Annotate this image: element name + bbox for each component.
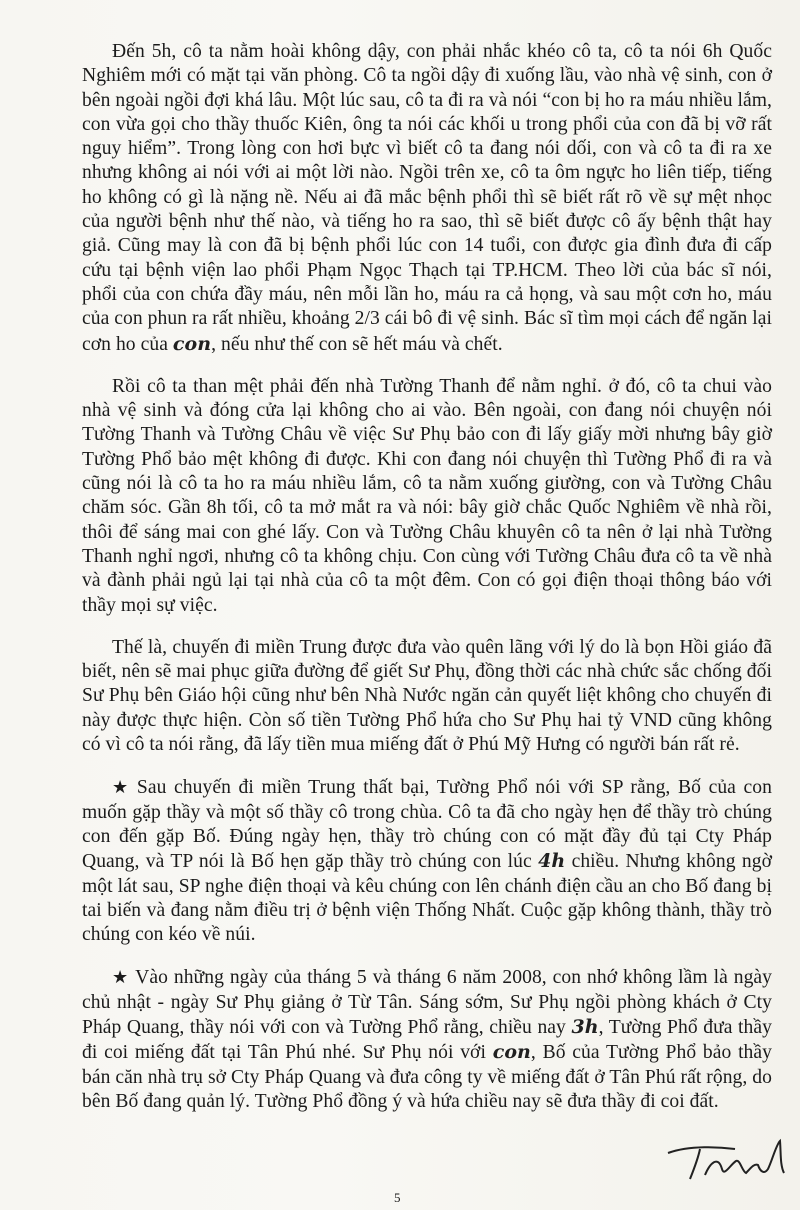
paragraph-text: chiều. Nhưng không ngờ một lát sau, SP nghe điện thoại và kêu chúng con lên chánh điện cầu an cho Bố đang bị tai biến và đang nằm điều trị ở bệnh viện Thống Nhất. Cuộc gặp không thành, thầy trò chúng con kéo về núi. — [82, 851, 772, 946]
star-bullet-icon: ★ — [112, 967, 130, 988]
star-bullet-icon: ★ — [112, 777, 131, 798]
handwritten-insert: con — [492, 1041, 531, 1064]
paragraph — [82, 375, 772, 618]
paragraph-text: , Bố của Tường Phổ bảo thầy bán căn nhà trụ sở Cty Pháp Quang và đưa công ty về miếng đất ở Tân Phú rất rộng, do bên Bố đang quản lý. Tường Phổ đồng ý và hứa chiều nay sẽ đưa thầy đi coi đất. — [82, 1042, 772, 1112]
paragraph-text: Thế là, chuyến đi miền Trung được đưa vào quên lãng với lý do là bọn Hồi giáo đã biết, nên sẽ mai phục giữa đường để giết Sư Phụ, đồng thời các nhà chức sắc chống đối Sư Phụ bên Giáo hội cũng như bên Nhà Nước ngăn cản quyết liệt không cho chuyến đi này được thực hiện. Còn số tiền Tường Phổ hứa cho Sư Phụ hai tỷ VND cũng không có vì cô ta nói rằng, đã lấy tiền mua miếng đất ở Phú Mỹ Hưng có người bán rất rẻ. — [82, 636, 772, 756]
handwritten-signature — [660, 1135, 800, 1185]
paragraph-text: Vào những ngày của tháng 5 và tháng 6 năm 2008, con nhớ không lầm là ngày chủ nhật - ngày Sư Phụ giảng ở Từ Tân. Sáng sớm, Sư Phụ ngồi phòng khách ở Cty Pháp Quang, thầy nói với con và Tường Phổ rằng, chiều nay — [82, 967, 773, 1038]
paragraph-text: Rồi cô ta than mệt phải đến nhà Tường Thanh để nằm nghỉ. ở đó, cô ta chui vào nhà vệ sinh và đóng cửa lại không cho ai vào. Bên ngoài, con đang nói chuyện nói Tường Thanh và Tường Châu về việc Sư Phụ bảo con đi lấy giấy mời nhưng bây giờ Tường Phổ bảo mệt không đi được. Khi con đang nói chuyện thì Tường Phổ đi ra và cũng nói là cô ta ho ra máu nhiều lắm, cô ta nằm xuống giường, con và Tường Châu chăm sóc. Gần 8h tối, cô ta mở mắt ra và nói: bây giờ chắc Quốc Nghiêm về nhà rồi, thôi để sáng mai con ghé lấy. Con và Tường Châu khuyên cô ta nên ở lại nhà Tường Thanh nghỉ ngơi, nhưng cô ta không chịu. Con cùng với Tường Châu đưa cô ta về nhà và đành phải ngủ lại tại nhà của cô ta một đêm. Con có gọi điện thoại thông báo với thầy mọi sự việc. — [82, 375, 772, 616]
paragraph — [82, 775, 772, 947]
paragraph-text: , nếu như thế con sẽ hết máu và chết. — [211, 333, 503, 355]
handwritten-insert: 4h — [538, 850, 566, 873]
paragraph-text: Đến 5h, cô ta nằm hoài không dậy, con phải nhắc khéo cô ta, cô ta nói 6h Quốc Nghiêm mới có mặt tại văn phòng. Cô ta ngồi dậy đi xuống lầu, vào nhà vệ sinh, con ở bên ngoài ngồi đợi khá lâu. Một lúc sau, cô ta đi ra và nói “con bị ho ra máu nhiều lắm, con vừa gọi cho thầy thuốc Kiên, ông ta nói các khối u trong phổi của con đã bị vỡ rất nguy hiểm”. Trong lòng con hơi bực vì biết cô ta đang nói dối, con và cô ta đi ra xe nhưng không ai nói với ai một lời nào. Ngồi trên xe, cô ta ôm ngực ho liên tiếp, tiếng ho không có gì là nặng nề. Nếu ai đã mắc bệnh phổi thì sẽ biết rất rõ về sự mệt nhọc của người bệnh như thế nào, và tiếng ho ra sao, thì sẽ biết được cô ấy bệnh thật hay giả. Cũng may là con đã bị bệnh phổi lúc con 14 tuổi, con được gia đình đưa đi cấp cứu tại bệnh viện lao phổi Phạm Ngọc Thạch tại TP.HCM. Theo lời của bác sĩ nói, phổi của con chứa đầy máu, nên mỗi lần ho, máu ra cả họng, và sau một cơn ho, máu của con phun ra rất nhiều, khoảng 2/3 cái bô đi vệ sinh. Bác sĩ tìm mọi cách để ngăn lại cơn ho của — [82, 41, 772, 355]
paragraph-text: Sau chuyến đi miền Trung thất bại, Tường Phổ nói với SP rằng, Bố của con muốn gặp thầy và một số thầy cô trong chùa. Cô ta đã cho ngày hẹn để thầy trò chúng con đến gặp Bố. Đúng ngày hẹn, thầy trò chúng con có mặt đầy đủ tại Cty Pháp Quang, và TP nói là Bố hẹn gặp thầy trò chúng con lúc — [82, 777, 772, 873]
paragraph-text: , Tường Phổ đưa thầy đi coi miếng đất tại Tân Phú nhé. Sư Phụ nói với — [82, 1016, 772, 1064]
handwritten-insert: con — [172, 332, 212, 355]
document-body — [82, 40, 772, 1132]
page-number: 5 — [394, 1190, 401, 1205]
handwritten-insert: 3h — [571, 1015, 599, 1038]
paragraph — [82, 40, 772, 357]
paragraph — [82, 636, 772, 757]
paragraph — [82, 965, 772, 1114]
